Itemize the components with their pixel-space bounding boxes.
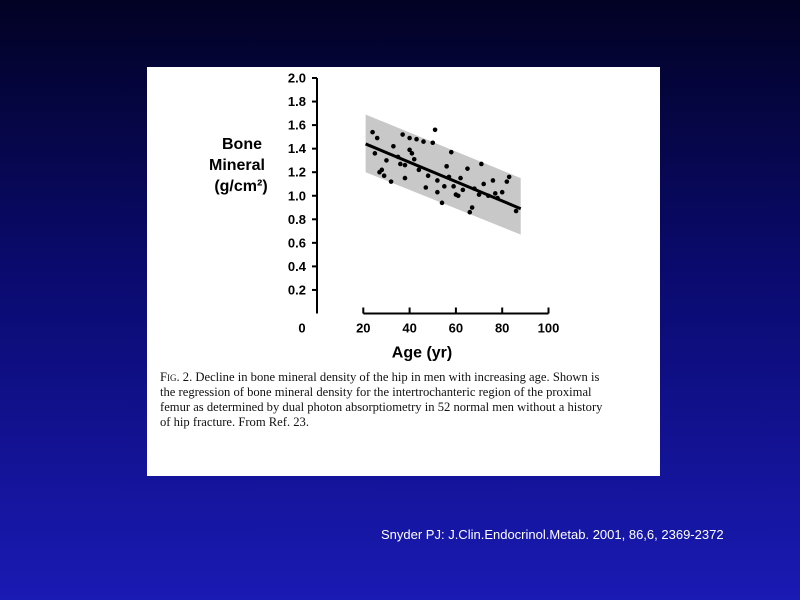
y-axis-label-line-2: Mineral	[208, 157, 265, 174]
data-point	[400, 132, 405, 137]
data-point	[370, 130, 375, 135]
data-point	[398, 162, 403, 167]
figure-caption-text: Decline in bone mineral density of the hip in men with increasing age. Shown is the regression of bone mineral density for the intertrochanteric region of the proximal femur as determined by dual photon absorptiometry in 52 normal men without a history of hip fracture. From Ref. 23.	[160, 370, 603, 429]
y-tick-label: 0.2	[287, 282, 306, 298]
confidence-band	[366, 115, 521, 235]
data-point	[444, 164, 449, 169]
x-axis-label: Age (yr)	[391, 344, 453, 362]
y-axis-label-line-1: Bone	[222, 136, 262, 153]
data-point	[389, 179, 394, 184]
data-point	[384, 158, 389, 163]
data-point	[433, 128, 438, 133]
data-point	[410, 151, 415, 156]
data-point	[414, 137, 419, 142]
y-tick-label: 2.0	[287, 70, 306, 86]
data-point	[435, 190, 440, 195]
data-point	[456, 193, 461, 198]
data-point	[380, 168, 385, 173]
data-point	[458, 176, 463, 181]
x-tick-label: 60	[448, 320, 464, 336]
data-point	[442, 184, 447, 189]
data-point	[461, 188, 466, 193]
y-tick-label: 0.8	[287, 211, 306, 227]
data-point	[421, 139, 426, 144]
x-tick-label: 40	[402, 320, 417, 336]
y-tick-label: 1.8	[287, 94, 306, 110]
x-tick-label: 100	[537, 320, 560, 336]
data-point	[507, 175, 512, 180]
data-point	[451, 184, 456, 189]
data-point	[481, 182, 486, 187]
data-point	[500, 190, 505, 195]
data-point	[435, 178, 440, 183]
data-point	[479, 162, 484, 167]
y-tick-label: 0.4	[287, 258, 306, 274]
data-point	[491, 178, 496, 183]
data-point	[403, 176, 408, 181]
y-axis-label-line-3: (g/cm²)	[214, 178, 268, 195]
data-point	[424, 185, 429, 190]
y-tick-label: 1.4	[287, 141, 306, 157]
bmd-scatter-chart	[147, 67, 660, 367]
y-tick-label: 1.6	[287, 117, 306, 133]
x-tick-label: 20	[356, 320, 371, 336]
x-tick-label: 80	[494, 320, 510, 336]
data-point	[412, 157, 417, 162]
data-point	[467, 210, 472, 215]
data-point	[430, 140, 435, 145]
data-point	[465, 166, 470, 171]
y-tick-label: 1.0	[287, 188, 306, 204]
data-point	[403, 163, 408, 168]
data-point	[391, 144, 396, 149]
data-point	[505, 179, 510, 184]
data-point	[375, 136, 380, 141]
figure-caption-label: Fig. 2.	[160, 370, 193, 384]
data-point	[407, 136, 412, 141]
citation-text: Snyder PJ: J.Clin.Endocrinol.Metab. 2001, 86,6, 2369-2372	[381, 527, 724, 542]
data-point	[426, 173, 431, 178]
y-tick-label: 1.2	[287, 164, 306, 180]
data-point	[382, 173, 387, 178]
data-point	[449, 150, 454, 155]
data-point	[373, 151, 378, 156]
data-point	[493, 191, 498, 196]
x-tick-label: 0	[298, 320, 306, 336]
data-point	[470, 205, 475, 210]
data-point	[514, 209, 519, 214]
figure-panel	[147, 67, 660, 476]
y-tick-label: 0.6	[287, 235, 306, 251]
data-point	[440, 201, 445, 206]
figure-caption	[160, 370, 610, 430]
